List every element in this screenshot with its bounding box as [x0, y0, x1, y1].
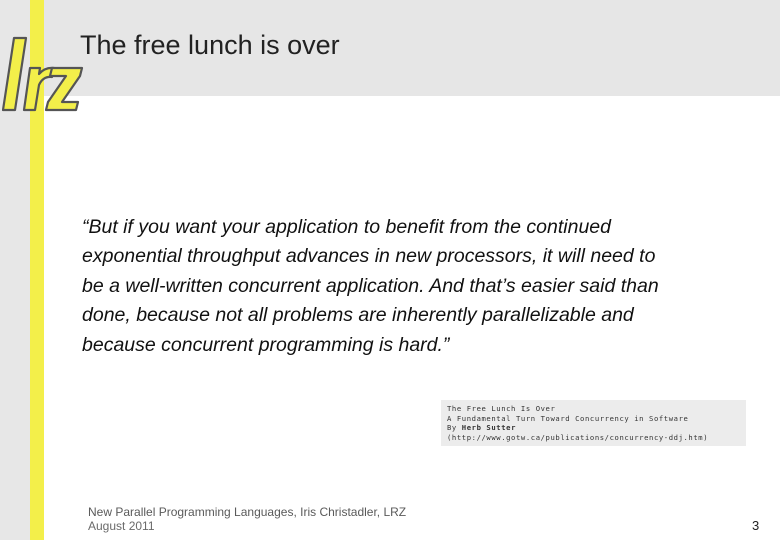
citation-byline [447, 423, 740, 433]
slide-title: The free lunch is over [80, 30, 340, 60]
citation-title: The Free Lunch Is Over [447, 404, 556, 413]
footer-date: August 2011 [88, 519, 155, 533]
citation-by-prefix: By [447, 423, 462, 432]
citation-subtitle: A Fundamental Turn Toward Concurrency in Software [447, 413, 689, 423]
page-number: 3 [752, 518, 760, 533]
citation-author: Herb Sutter [461, 423, 516, 432]
citation-url: (http://www.gotw.ca/publications/concurrency-ddj.htm) [447, 432, 709, 442]
quote-text: “But if you want your application to benefit from the continued exponential throughput advances in new processors, it will need to be a well-written concurrent application. And that’s easier said than done, because not all problems are inherently parallelizable and because concurrent programming is hard.” [82, 216, 659, 356]
lrz-logo [2, 36, 86, 122]
citation-box [441, 400, 746, 446]
footer-presentation-title: New Parallel Programming Languages, Iris Christadler, LRZ [88, 505, 407, 519]
